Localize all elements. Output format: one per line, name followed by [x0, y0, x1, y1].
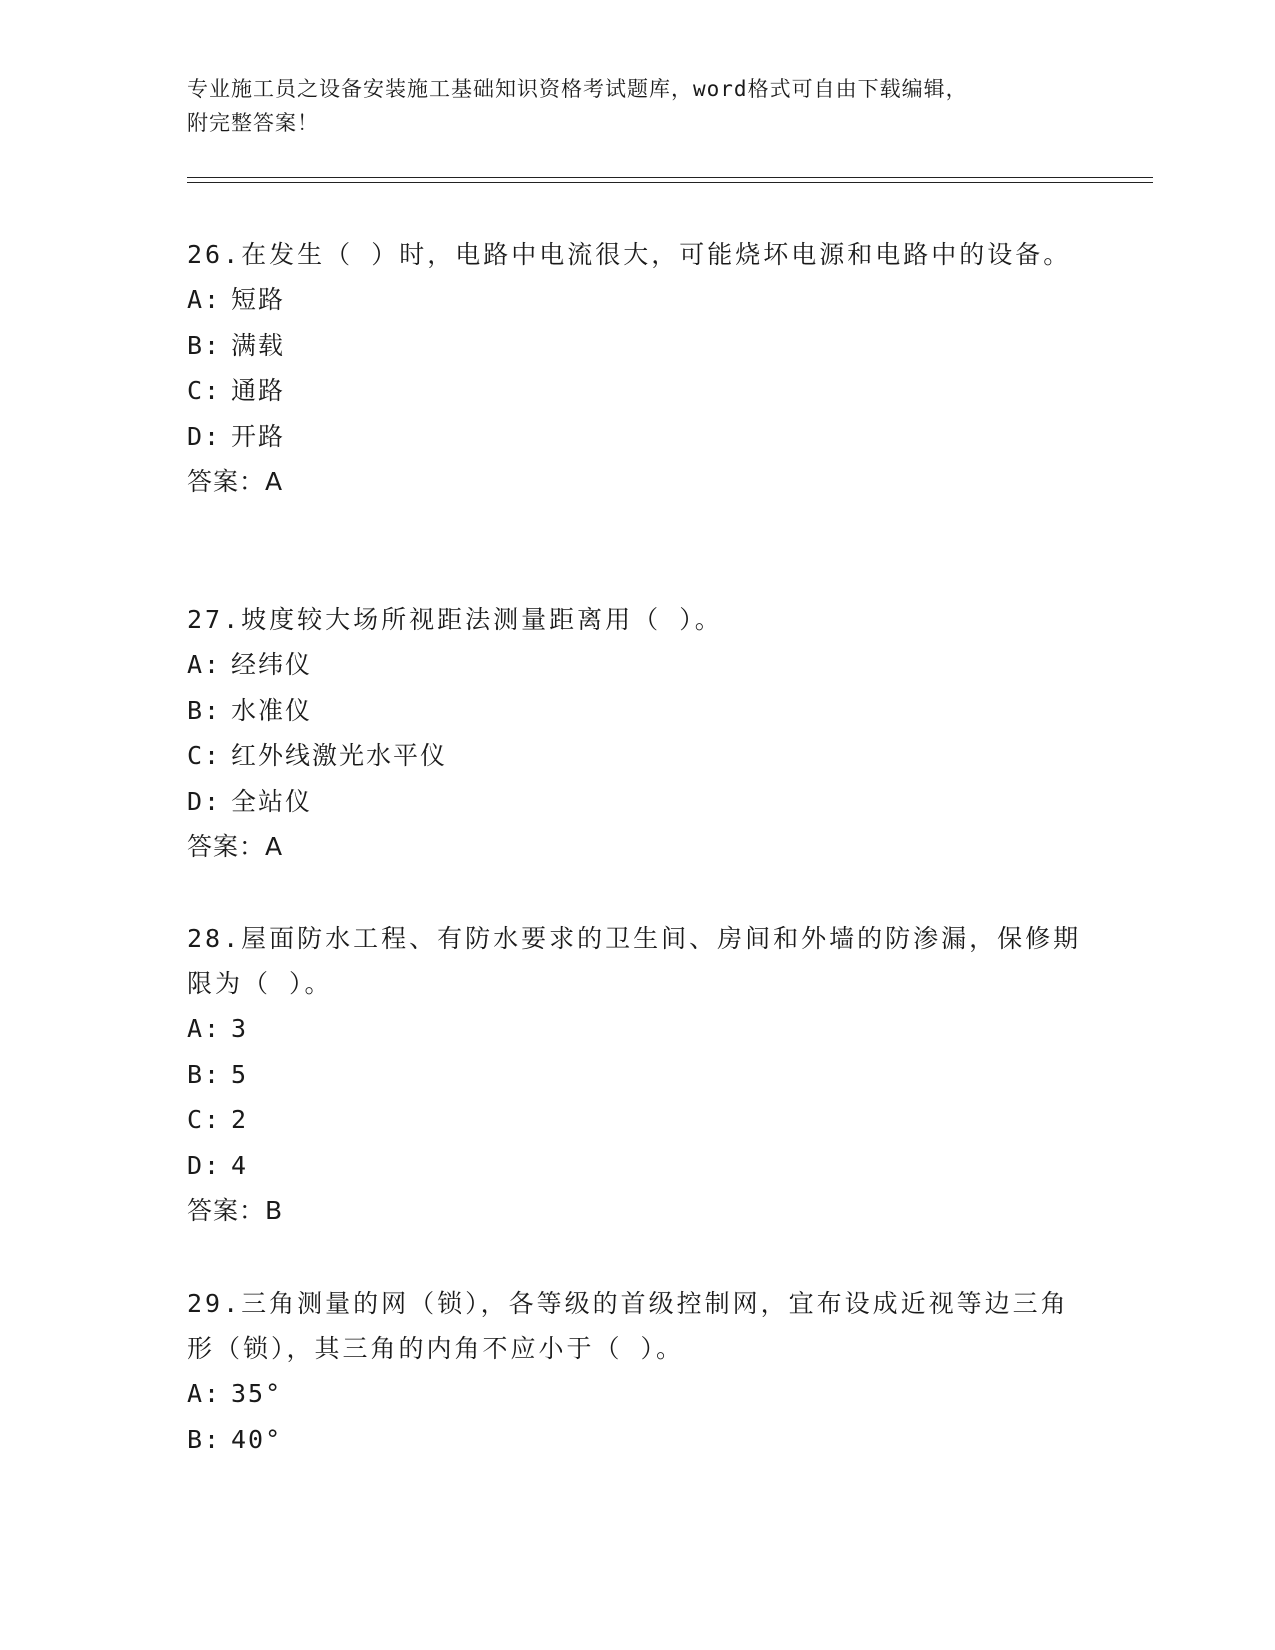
header-line-1: 专业施工员之设备安装施工基础知识资格考试题库，word格式可自由下载编辑，: [187, 77, 968, 101]
option-letter: C:: [187, 1105, 222, 1134]
question-29: [187, 1281, 1087, 1462]
option-a: [187, 642, 1087, 688]
option-text: 满载: [231, 330, 286, 360]
option-text: 通路: [231, 376, 286, 405]
option-d: [187, 779, 1087, 825]
header-divider-top: [187, 177, 1153, 178]
option-letter: A:: [187, 1014, 222, 1043]
option-letter: A:: [187, 285, 222, 314]
option-text: 短路: [231, 285, 286, 314]
option-text: 35°: [231, 1379, 283, 1408]
header-divider-bottom: [187, 182, 1153, 183]
option-text: 2: [231, 1105, 249, 1134]
option-letter: D:: [187, 1150, 222, 1180]
question-28: [187, 916, 1087, 1234]
option-letter: B:: [187, 330, 222, 360]
option-c: [187, 733, 1087, 779]
question-26: [187, 232, 1087, 505]
option-d: [187, 1143, 1087, 1189]
option-a: [187, 1371, 1087, 1417]
question-text: 26.在发生（ ）时，电路中电流很大，可能烧坏电源和电路中的设备。: [187, 240, 1072, 269]
option-text: 水准仪: [231, 695, 313, 725]
question-text: 27.坡度较大场所视距法测量距离用（ ）。: [187, 605, 723, 634]
answer-line: 答案：B: [187, 1196, 284, 1225]
option-letter: B:: [187, 695, 222, 725]
answer-line: 答案：A: [187, 467, 284, 496]
option-b: [187, 323, 1087, 369]
option-letter: C:: [187, 376, 222, 405]
option-text: 红外线激光水平仪: [231, 741, 448, 770]
option-a: [187, 277, 1087, 323]
option-letter: A:: [187, 1379, 222, 1408]
option-text: 经纬仪: [231, 650, 313, 679]
question-text: 28.屋面防水工程、有防水要求的卫生间、房间和外墙的防渗漏，保修期限为（ ）。: [187, 924, 1082, 998]
option-letter: C:: [187, 741, 222, 770]
question-text: 29.三角测量的网（锁），各等级的首级控制网，宜布设成近视等边三角形（锁），其三角的内角不应小于（ ）。: [187, 1289, 1069, 1363]
option-letter: D:: [187, 786, 222, 816]
option-d: [187, 414, 1087, 460]
answer-line: 答案：A: [187, 832, 284, 861]
option-b: [187, 1052, 1087, 1098]
option-text: 全站仪: [231, 786, 313, 816]
option-text: 5: [231, 1059, 249, 1089]
option-b: [187, 1417, 1087, 1463]
header-line-2: 附完整答案！: [187, 111, 319, 135]
option-letter: D:: [187, 421, 222, 451]
option-text: 开路: [231, 421, 286, 451]
option-text: 4: [231, 1150, 249, 1180]
document-header: [187, 72, 1087, 140]
option-letter: B:: [187, 1424, 222, 1454]
option-b: [187, 688, 1087, 734]
option-c: [187, 1097, 1087, 1143]
question-27: [187, 597, 1087, 870]
option-text: 40°: [231, 1424, 283, 1454]
option-text: 3: [231, 1014, 249, 1043]
option-letter: A:: [187, 650, 222, 679]
option-letter: B:: [187, 1059, 222, 1089]
option-a: [187, 1006, 1087, 1052]
option-c: [187, 368, 1087, 414]
